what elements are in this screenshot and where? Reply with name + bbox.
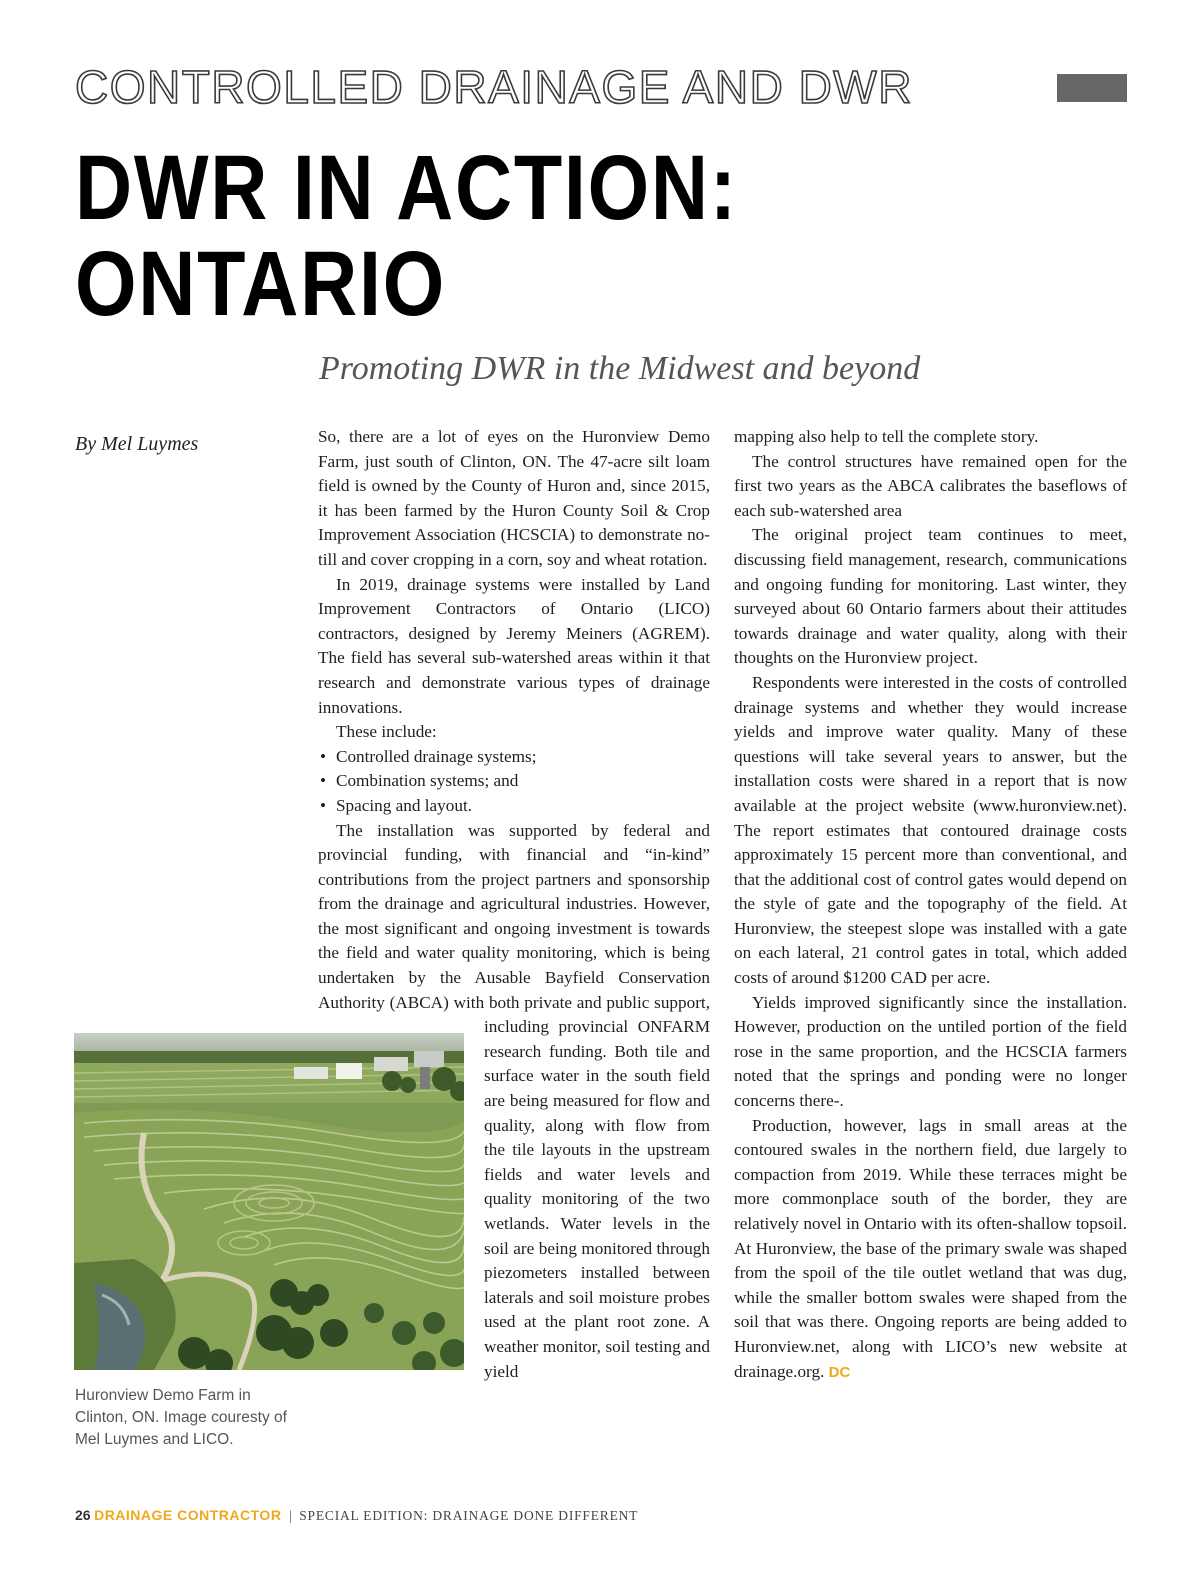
col2-paragraph-1: mapping also help to tell the complete story. xyxy=(734,427,1039,446)
byline: By Mel Luymes xyxy=(75,433,199,455)
aerial-farm-illustration xyxy=(74,1033,464,1370)
article-column-2 xyxy=(734,425,1127,1385)
col1-paragraph-4: The installation was supported by federal and provincial funding, with financial and “in-kind” contributions from the project partners and sponsorship from the drainage and agricultural industries. However, the most significant and ongoing investment is towards the field and water quality monitoring, which is being undertaken by the Ausable Bayfield Conservation Authority (ABCA) with both private and public support, including provincial ONFARM research funding. Both tile and surface water in the south field are being measured for flow and quality, along with flow from the tile layouts in the upstream fields and water levels and quality monitoring of the two wetlands. Water levels in the soil are being monitored through piezometers installed between laterals and soil moisture probes used at the plant root zone. A weather monitor, soil testing and yield xyxy=(318,820,710,1381)
col2-paragraph-5: Yields improved significantly since the installation. However, production on the untiled portion of the field rose in the same proportion, and the HCSCIA farmers noted that the springs and ponding were no longer concerns there-. xyxy=(734,992,1127,1111)
section-title: CONTROLLED DRAINAGE AND DWR xyxy=(75,61,913,113)
section-header xyxy=(75,62,1127,112)
col1-paragraph-3: These include: xyxy=(336,722,437,742)
headline-line-2: ONTARIO xyxy=(75,233,446,335)
headline xyxy=(75,137,763,335)
photo-caption: Huronview Demo Farm in Clinton, ON. Image couresty of Mel Luymes and LICO. xyxy=(75,1387,287,1448)
bullet-item: • Controlled drainage systems; xyxy=(318,745,710,770)
col2-paragraph-2: The control structures have remained open for the first two years as the ABCA calibrates the baseflows of each sub-watershed area xyxy=(734,451,1127,520)
headline-line-1: DWR IN ACTION: xyxy=(75,137,738,239)
section-bar xyxy=(1057,74,1127,102)
footer-separator: | xyxy=(288,1509,292,1524)
end-mark: DC xyxy=(828,1363,851,1381)
col2-paragraph-4: Respondents were interested in the costs of controlled drainage systems and whether they would increase yields and improve water quality. Many of these questions will take several years to answer, but the installation costs were shared in a report that is now available at the project website (www.huronview.net). The report estimates that contoured drainage costs approximately 15 percent more than conventional, and that the additional cost of control gates would depend on the style of gate and the topography of the field. At Huronview, the steepest slope was installed with a gate on each lateral, 21 control gates in total, which added costs of around $1200 CAD per acre. xyxy=(734,672,1127,988)
aerial-farm-photo xyxy=(74,1033,464,1370)
col1-paragraph-2: In 2019, drainage systems were installed by Land Improvement Contractors of Ontario (LICO) contractors, designed by Jeremy Meiners (AGREM). The field has several sub-watershed areas within it that research and demonstrate various types of drainage innovations. xyxy=(318,574,710,717)
bullet-list xyxy=(318,745,710,819)
col2-paragraph-3: The original project team continues to meet, discussing field management, research, communications and ongoing funding for monitoring. Last winter, they surveyed about 60 Ontario farmers about their attitudes towards drainage and water quality, along with their thoughts on the Huronview project. xyxy=(734,525,1127,668)
page-footer xyxy=(75,1507,638,1525)
edition-title: SPECIAL EDITION: DRAINAGE DONE DIFFERENT xyxy=(299,1508,639,1523)
publication-name: DRAINAGE CONTRACTOR xyxy=(94,1507,282,1523)
bullet-item: • Spacing and layout. xyxy=(318,794,710,819)
col2-paragraph-6-text: Production, however, lags in small areas at the contoured swales in the northern field, due largely to compaction from 2019. While these terraces might be more commonplace south of the border, they are relatively novel in Ontario with its often-shallow topsoil. At Huronview, the base of the primary swale was shaped from the spoil of the tile outlet wetland that was dug, while the smaller bottom swales were shaped from the soil that was there. Ongoing reports are being added to Huronview.net, along with LICO’s new website at drainage.org. xyxy=(734,1115,1127,1381)
bullet-item: • Combination systems; and xyxy=(318,769,710,794)
page-number: 26 xyxy=(75,1507,91,1523)
deck-subtitle: Promoting DWR in the Midwest and beyond xyxy=(319,350,921,387)
col2-paragraph-6 xyxy=(734,1114,1127,1386)
col1-paragraph-1: So, there are a lot of eyes on the Huronview Demo Farm, just south of Clinton, ON. The 47-acre silt loam field is owned by the County of Huron and, since 2015, it has been farmed by the Huron County Soil & Crop Improvement Association (HCSCIA) to demonstrate no-till and cover cropping in a corn, soy and wheat rotation. xyxy=(318,427,710,569)
